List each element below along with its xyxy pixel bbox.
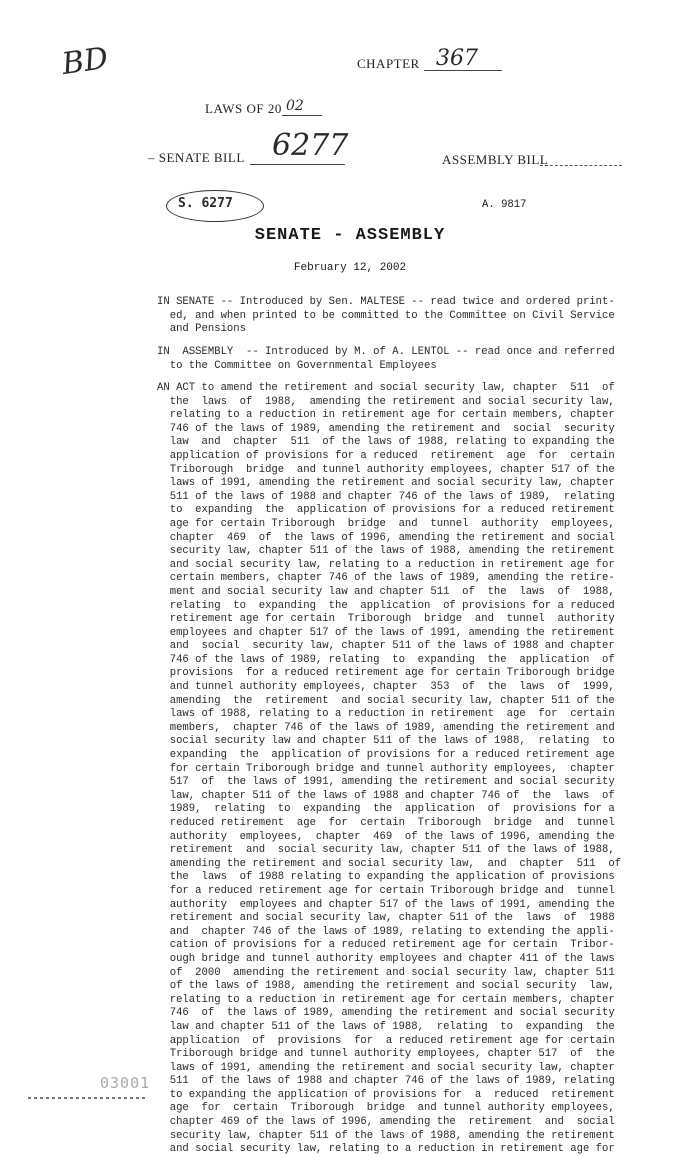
chapter-label: CHAPTER [357, 56, 420, 71]
act-text-line: cation of provisions for a reduced retirement age for certain Tribor- [157, 939, 615, 952]
act-text-line: expanding the application of provisions for a reduced retirement age [157, 749, 615, 762]
act-text-line: of 2000 amending the retirement and social security law, chapter 511 [157, 966, 615, 979]
act-text-line: 1989, relating to expanding the application of provisions for a [157, 803, 615, 816]
margin-note: BD [59, 40, 111, 83]
senate-bill-underline [250, 164, 345, 165]
chapter-number: 367 [436, 46, 478, 71]
senate-introduction [157, 296, 615, 337]
act-text-line: amending the retirement and social security law, and chapter 511 of [157, 857, 622, 870]
act-text-line: Triborough bridge and tunnel authority employees, chapter 517 of the [157, 463, 615, 476]
act-text-line: and social security law, relating to a reduction in retirement age for [157, 558, 615, 571]
act-text-line: reduced retirement age for certain Triborough bridge and tunnel [157, 817, 615, 829]
document-title: SENATE - ASSEMBLY [254, 226, 446, 245]
act-text-line: age for certain Triborough bridge and tunnel authority employees, [157, 1102, 615, 1115]
act-text-line: social security law and chapter 511 of the laws of 1988, relating to [157, 735, 615, 748]
act-text-line: security law, chapter 511 of the laws of 1988, amending the retirement [157, 545, 615, 558]
act-text-line: relating to a reduction in retirement age for certain members, chapter [157, 993, 615, 1006]
act-text-line: retirement age for certain Triborough bridge and tunnel authority [157, 613, 615, 626]
act-text-line: age for certain Triborough bridge and tunnel authority employees, [157, 517, 615, 530]
act-body-text [157, 382, 621, 1157]
act-text-line: to expanding the application of provisions for a reduced retirement [157, 1088, 615, 1101]
laws-year: 02 [286, 98, 304, 114]
act-text-line: law, chapter 511 of the laws of 1988 and chapter 746 of the laws of [157, 789, 615, 802]
act-text-line: and chapter 746 of the laws of 1989, relating to extending the appli- [157, 925, 615, 938]
act-text-line: relating to expanding the application of provisions for a reduced [157, 599, 615, 612]
act-text-line: provisions for a reduced retirement age for certain Triborough bridge [157, 667, 615, 680]
act-text-line: for certain Triborough bridge and tunnel authority employees, chapter [157, 762, 615, 775]
act-text-line: the laws of 1988, amending the retirement and social security law, [157, 395, 615, 408]
act-text-line: members, chapter 746 of the laws of 1989, amending the retirement and [157, 721, 615, 734]
senate-bill-number: 6277 [272, 128, 349, 163]
act-text-line: security law, chapter 511 of the laws of 1988, amending the retirement [157, 1129, 615, 1142]
act-text-line: 746 of the laws of 1989, relating to expanding the application of [157, 653, 615, 666]
act-text-line: 746 of the laws of 1989, amending the retirement and social security [157, 422, 615, 435]
act-text-line: law and chapter 511 of the laws of 1988, relating to expanding the [157, 436, 615, 449]
act-text-line: 511 of the laws of 1988 and chapter 746 of the laws of 1989, relating [157, 490, 615, 503]
assembly-intro-line: IN ASSEMBLY -- Introduced by M. of A. LENTOL -- read once and referred [157, 346, 615, 358]
act-text-line: laws of 1988, relating to a reduction in retirement age for certain [157, 708, 615, 721]
act-text-line: relating to a reduction in retirement age for certain members, chapter [157, 409, 615, 422]
act-text-line: of the laws of 1988, amending the retirement and social security law, [157, 980, 615, 993]
act-text-line: and tunnel authority employees, chapter 353 of the laws of 1999, [157, 681, 615, 694]
senate-intro-line: ed, and when printed to be committed to the Committee on Civil Service [157, 309, 615, 322]
act-text-line: Triborough bridge and tunnel authority employees, chapter 517 of the [157, 1048, 615, 1061]
assembly-number: A. 9817 [482, 199, 527, 211]
act-text-line: the laws of 1988 relating to expanding the application of provisions [157, 871, 615, 884]
senate-intro-line: and Pensions [157, 323, 247, 336]
act-text-line: 511 of the laws of 1988 and chapter 746 of the laws of 1989, relating [157, 1075, 615, 1088]
act-text-line: retirement and social security law, chapter 511 of the laws of 1988 [157, 912, 615, 925]
act-text-line: to expanding the application of provisions for a reduced retirement [157, 504, 615, 517]
act-text-line: laws of 1991, amending the retirement and social security law, chapter [157, 477, 615, 490]
act-text-line: ment and social security law and chapter 511 of the laws of 1988, [157, 585, 615, 598]
act-text-line: and social security law, relating to a reduction in retirement age for [157, 1143, 615, 1156]
act-text-line: law and chapter 511 of the laws of 1988, relating to expanding the [157, 1020, 615, 1033]
act-text-line: employees and chapter 517 of the laws of 1991, amending the retirement [157, 626, 615, 639]
act-text-line: laws of 1991, amending the retirement and social security law, chapter [157, 1061, 615, 1074]
act-text-line: chapter 469 of the laws of 1996, amending the retirement and social [157, 531, 615, 544]
senate-bill-label-text: SENATE BILL [158, 150, 245, 165]
act-text-line: and social security law, chapter 511 of the laws of 1988 and chapter [157, 640, 615, 653]
assembly-intro-line: to the Committee on Governmental Employees [157, 359, 437, 372]
circled-note [166, 190, 264, 222]
assembly-introduction [157, 346, 615, 373]
act-text-line: AN ACT to amend the retirement and social security law, chapter 511 of [157, 382, 615, 394]
senate-intro-line: IN SENATE -- Introduced by Sen. MALTESE -- read twice and ordered print- [157, 296, 615, 308]
document-date: February 12, 2002 [293, 262, 407, 274]
act-text-line: authority employees, chapter 469 of the laws of 1996, amending the [157, 830, 615, 843]
act-text-line: chapter 469 of the laws of 1996, amending the retirement and social [157, 1116, 615, 1129]
senate-bill-label: – SENATE BILL [148, 150, 245, 165]
assembly-bill-label: ASSEMBLY BILL [442, 152, 549, 167]
act-text-line: for a reduced retirement age for certain Triborough bridge and tunnel [157, 884, 615, 897]
act-text-line: retirement and social security law, chapter 511 of the laws of 1988, [157, 844, 615, 857]
circled-note-text: S. 6277 [178, 196, 233, 211]
act-text-line: application of provisions for a reduced retirement age for certain [157, 1034, 615, 1047]
act-text-line: 517 of the laws of 1991, amending the retirement and social security [157, 776, 615, 789]
act-text-line: certain members, chapter 746 of the laws of 1989, amending the retire- [157, 572, 615, 585]
act-text-line: application of provisions for a reduced retirement age for certain [157, 449, 615, 462]
laws-underline [282, 115, 322, 116]
margin-stamp: 03001 [100, 1074, 151, 1092]
scan-mark [28, 1097, 148, 1099]
act-text-line: amending the retirement and social security law, chapter 511 of the [157, 694, 615, 707]
act-text-line: authority employees and chapter 517 of the laws of 1991, amending the [157, 898, 615, 911]
assembly-bill-underline [540, 165, 622, 166]
act-text-line: 746 of the laws of 1989, amending the retirement and social security [157, 1007, 615, 1020]
act-text-line: ough bridge and tunnel authority employees and chapter 411 of the laws [157, 952, 615, 965]
laws-label: LAWS OF 20 [205, 101, 282, 116]
